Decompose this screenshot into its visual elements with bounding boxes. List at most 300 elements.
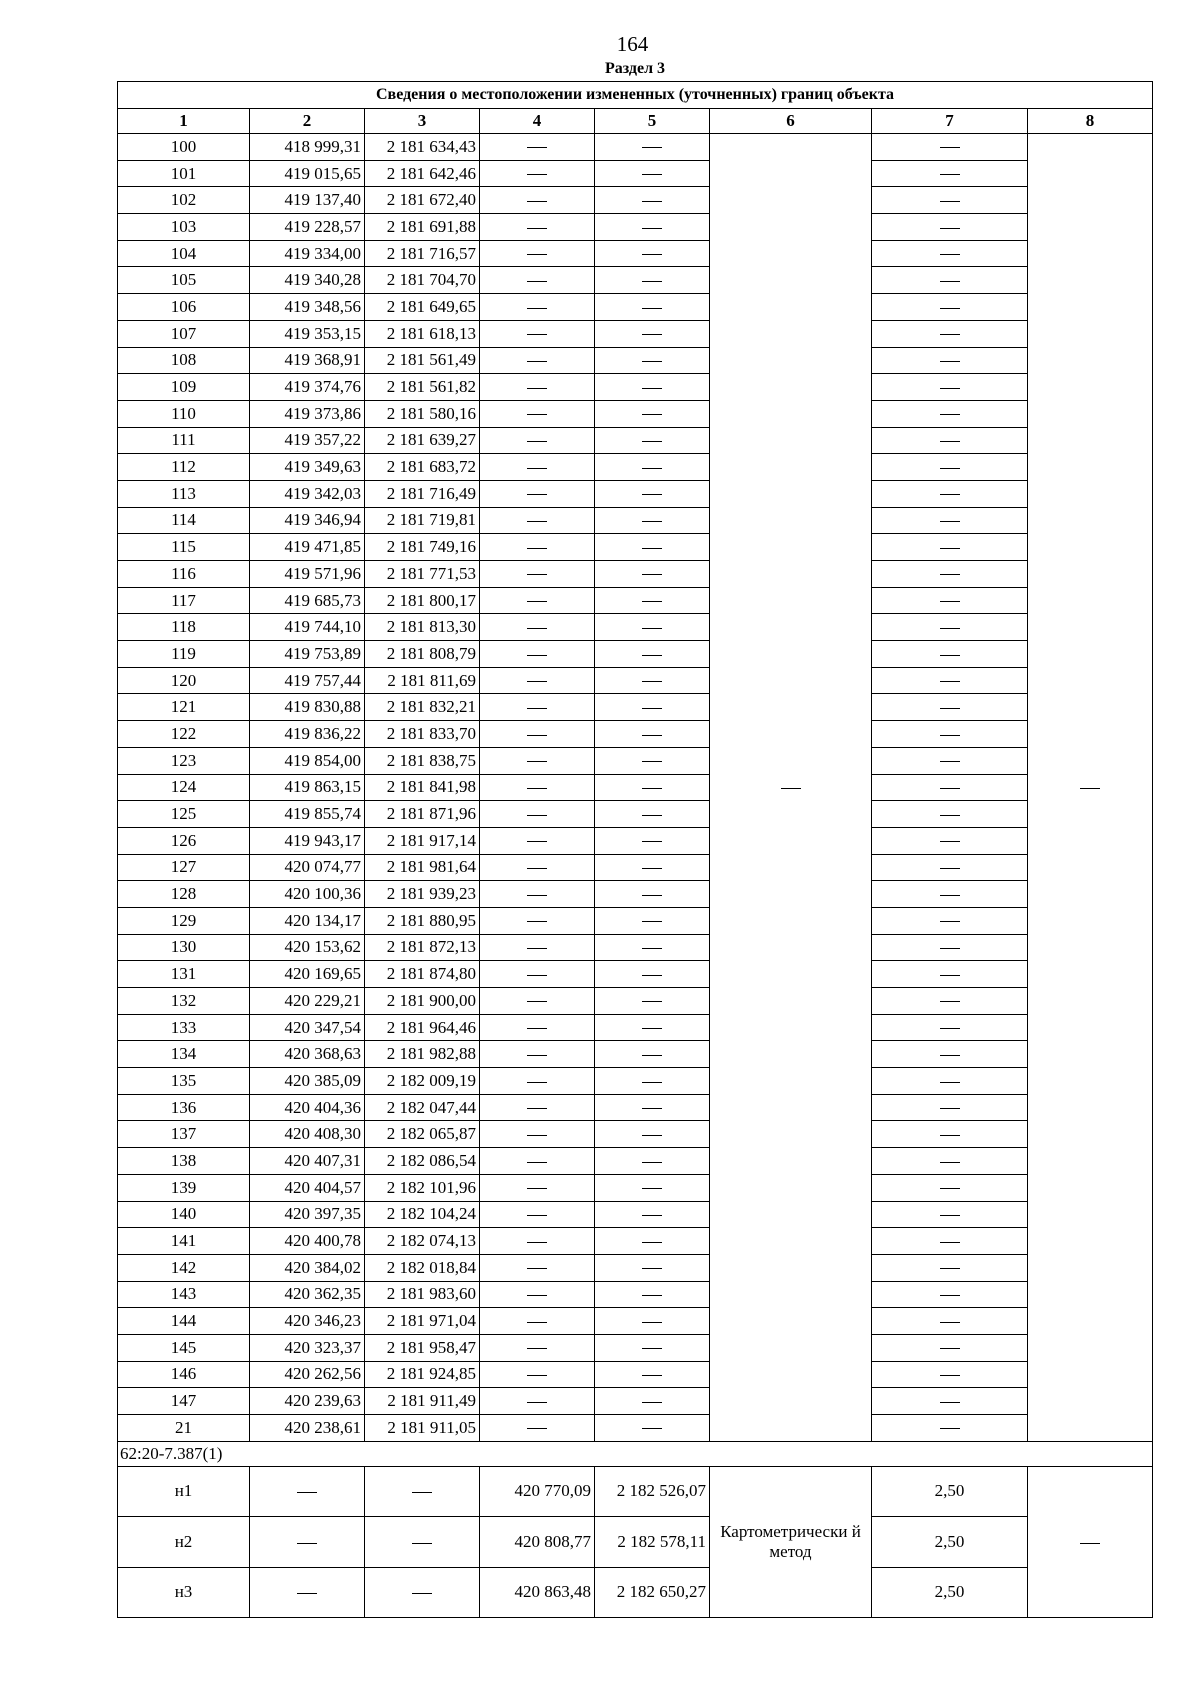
new-x-empty xyxy=(480,1388,595,1415)
new-x-empty xyxy=(480,561,595,588)
point-id: 146 xyxy=(118,1361,250,1388)
x-coordinate: 420 400,78 xyxy=(250,1228,365,1255)
x-coordinate: 419 342,03 xyxy=(250,480,365,507)
point-id: 112 xyxy=(118,454,250,481)
y-coordinate: 2 182 018,84 xyxy=(365,1254,480,1281)
error-empty xyxy=(872,561,1028,588)
new-y-empty xyxy=(595,988,710,1015)
x-coordinate: 419 854,00 xyxy=(250,747,365,774)
point-id: 145 xyxy=(118,1334,250,1361)
y-coordinate: 2 181 833,70 xyxy=(365,721,480,748)
dash-mark xyxy=(642,388,662,389)
y-coordinate: 2 181 749,16 xyxy=(365,534,480,561)
dash-mark xyxy=(642,1028,662,1029)
dash-mark xyxy=(940,414,960,415)
point-id: 106 xyxy=(118,294,250,321)
new-y-empty xyxy=(595,187,710,214)
dash-mark xyxy=(527,1268,547,1269)
new-y-empty xyxy=(595,214,710,241)
dash-mark xyxy=(642,521,662,522)
error-empty xyxy=(872,961,1028,988)
dash-mark xyxy=(527,521,547,522)
new-y-empty xyxy=(595,320,710,347)
dash-mark xyxy=(642,868,662,869)
table-row xyxy=(118,1201,1153,1228)
y-coordinate: 2 181 924,85 xyxy=(365,1361,480,1388)
description-empty xyxy=(1028,134,1153,1442)
x-coordinate: 419 373,86 xyxy=(250,400,365,427)
point-id: 115 xyxy=(118,534,250,561)
dash-mark xyxy=(527,1028,547,1029)
dash-mark xyxy=(940,254,960,255)
dash-mark xyxy=(527,228,547,229)
column-number: 1 xyxy=(118,109,250,134)
point-id: 129 xyxy=(118,907,250,934)
dash-mark xyxy=(642,1268,662,1269)
dash-mark xyxy=(642,815,662,816)
new-x-empty xyxy=(480,374,595,401)
y-coordinate: 2 181 800,17 xyxy=(365,587,480,614)
x-coordinate: 419 753,89 xyxy=(250,641,365,668)
table-row xyxy=(118,160,1153,187)
new-y-empty xyxy=(595,1388,710,1415)
new-y-empty xyxy=(595,454,710,481)
error-empty xyxy=(872,721,1028,748)
dash-mark xyxy=(527,147,547,148)
dash-mark xyxy=(940,574,960,575)
error-empty xyxy=(872,1361,1028,1388)
new-y-empty xyxy=(595,1068,710,1095)
new-x-empty xyxy=(480,1228,595,1255)
y-coordinate: 2 181 719,81 xyxy=(365,507,480,534)
x-coordinate: 420 100,36 xyxy=(250,881,365,908)
point-id: 119 xyxy=(118,641,250,668)
method-empty xyxy=(710,134,872,1442)
dash-mark xyxy=(412,1492,432,1493)
dash-mark xyxy=(642,1162,662,1163)
dash-mark xyxy=(527,414,547,415)
y-coordinate: 2 181 939,23 xyxy=(365,881,480,908)
table-row xyxy=(118,854,1153,881)
point-id: н3 xyxy=(118,1567,250,1618)
x-coordinate: 419 368,91 xyxy=(250,347,365,374)
y-coordinate: 2 181 983,60 xyxy=(365,1281,480,1308)
new-x-coordinate: 420 808,77 xyxy=(480,1517,595,1568)
point-id: 139 xyxy=(118,1174,250,1201)
x-coordinate: 419 855,74 xyxy=(250,801,365,828)
table-row xyxy=(118,881,1153,908)
dash-mark xyxy=(527,628,547,629)
dash-mark xyxy=(940,468,960,469)
new-x-empty xyxy=(480,1014,595,1041)
new-y-empty xyxy=(595,1201,710,1228)
error-empty xyxy=(872,641,1028,668)
new-y-empty xyxy=(595,134,710,161)
new-y-empty xyxy=(595,561,710,588)
new-y-empty xyxy=(595,641,710,668)
point-id: 124 xyxy=(118,774,250,801)
new-y-empty xyxy=(595,854,710,881)
new-y-coordinate: 2 182 578,11 xyxy=(595,1517,710,1568)
x-coordinate: 420 407,31 xyxy=(250,1148,365,1175)
new-x-empty xyxy=(480,1094,595,1121)
y-coordinate: 2 182 104,24 xyxy=(365,1201,480,1228)
y-coordinate: 2 181 832,21 xyxy=(365,694,480,721)
error-empty xyxy=(872,1334,1028,1361)
dash-mark xyxy=(940,708,960,709)
dash-mark xyxy=(527,494,547,495)
dash-mark xyxy=(527,254,547,255)
dash-mark xyxy=(527,281,547,282)
x-coordinate: 420 368,63 xyxy=(250,1041,365,1068)
new-y-coordinate: 2 182 650,27 xyxy=(595,1567,710,1618)
dash-mark xyxy=(642,468,662,469)
error-empty xyxy=(872,774,1028,801)
column-number: 4 xyxy=(480,109,595,134)
y-coordinate: 2 181 618,13 xyxy=(365,320,480,347)
table-row xyxy=(118,1334,1153,1361)
y-coordinate: 2 181 691,88 xyxy=(365,214,480,241)
point-id: н1 xyxy=(118,1466,250,1517)
dash-mark xyxy=(642,1375,662,1376)
dash-mark xyxy=(527,1082,547,1083)
x-coordinate: 419 348,56 xyxy=(250,294,365,321)
error-empty xyxy=(872,1228,1028,1255)
point-id: 127 xyxy=(118,854,250,881)
table-row xyxy=(118,1415,1153,1442)
dash-mark xyxy=(642,414,662,415)
y-coordinate: 2 181 716,57 xyxy=(365,240,480,267)
new-x-empty xyxy=(480,667,595,694)
point-id: 123 xyxy=(118,747,250,774)
x-coordinate: 418 999,31 xyxy=(250,134,365,161)
dash-mark xyxy=(297,1492,317,1493)
y-coordinate: 2 181 971,04 xyxy=(365,1308,480,1335)
table-row xyxy=(118,988,1153,1015)
new-y-empty xyxy=(595,1228,710,1255)
error-empty xyxy=(872,1388,1028,1415)
dash-mark xyxy=(642,254,662,255)
error-empty xyxy=(872,1041,1028,1068)
error-empty xyxy=(872,1068,1028,1095)
new-y-empty xyxy=(595,774,710,801)
new-x-empty xyxy=(480,694,595,721)
x-coordinate: 420 229,21 xyxy=(250,988,365,1015)
dash-mark xyxy=(642,628,662,629)
x-coordinate: 419 340,28 xyxy=(250,267,365,294)
x-coordinate: 420 134,17 xyxy=(250,907,365,934)
dash-mark xyxy=(642,1348,662,1349)
dash-mark xyxy=(940,441,960,442)
dash-mark xyxy=(642,574,662,575)
dash-mark xyxy=(527,308,547,309)
y-coordinate: 2 181 838,75 xyxy=(365,747,480,774)
point-id: 133 xyxy=(118,1014,250,1041)
x-coordinate: 420 262,56 xyxy=(250,1361,365,1388)
error-empty xyxy=(872,1281,1028,1308)
dash-mark xyxy=(642,1055,662,1056)
point-id: 114 xyxy=(118,507,250,534)
error-empty xyxy=(872,801,1028,828)
point-id: 120 xyxy=(118,667,250,694)
y-coordinate: 2 182 101,96 xyxy=(365,1174,480,1201)
dash-mark xyxy=(527,708,547,709)
new-x-empty xyxy=(480,747,595,774)
table-row xyxy=(118,907,1153,934)
dash-mark xyxy=(642,334,662,335)
error-empty xyxy=(872,1415,1028,1442)
x-coordinate: 420 404,57 xyxy=(250,1174,365,1201)
table-row xyxy=(118,614,1153,641)
new-y-empty xyxy=(595,961,710,988)
x-coordinate: 419 830,88 xyxy=(250,694,365,721)
point-id: 135 xyxy=(118,1068,250,1095)
x-coordinate: 419 228,57 xyxy=(250,214,365,241)
dash-mark xyxy=(642,201,662,202)
new-y-empty xyxy=(595,614,710,641)
old-y-empty xyxy=(365,1567,480,1618)
dash-mark xyxy=(940,628,960,629)
table-row xyxy=(118,240,1153,267)
new-y-empty xyxy=(595,667,710,694)
y-coordinate: 2 181 911,49 xyxy=(365,1388,480,1415)
dash-mark xyxy=(940,1055,960,1056)
new-y-empty xyxy=(595,881,710,908)
new-x-empty xyxy=(480,721,595,748)
new-x-empty xyxy=(480,1068,595,1095)
description-empty xyxy=(1028,1466,1153,1618)
column-numbers-row xyxy=(118,109,1153,134)
point-id: 140 xyxy=(118,1201,250,1228)
table-row xyxy=(118,267,1153,294)
column-number: 3 xyxy=(365,109,480,134)
dash-mark xyxy=(940,174,960,175)
new-x-empty xyxy=(480,454,595,481)
new-y-empty xyxy=(595,240,710,267)
point-id: 111 xyxy=(118,427,250,454)
dash-mark xyxy=(1080,1543,1100,1544)
table-row xyxy=(118,134,1153,161)
table-row xyxy=(118,827,1153,854)
dash-mark xyxy=(940,281,960,282)
point-id: н2 xyxy=(118,1517,250,1568)
dash-mark xyxy=(527,1428,547,1429)
y-coordinate: 2 181 716,49 xyxy=(365,480,480,507)
dash-mark xyxy=(940,761,960,762)
error-empty xyxy=(872,614,1028,641)
new-y-empty xyxy=(595,160,710,187)
new-x-empty xyxy=(480,1121,595,1148)
error-empty xyxy=(872,374,1028,401)
dash-mark xyxy=(940,1375,960,1376)
section-title: Раздел 3 xyxy=(604,60,666,77)
new-x-empty xyxy=(480,1415,595,1442)
table-row xyxy=(118,1361,1153,1388)
point-id: 143 xyxy=(118,1281,250,1308)
new-y-empty xyxy=(595,907,710,934)
dash-mark xyxy=(642,548,662,549)
new-y-empty xyxy=(595,400,710,427)
dash-mark xyxy=(642,1428,662,1429)
dash-mark xyxy=(642,601,662,602)
new-y-empty xyxy=(595,1014,710,1041)
new-y-empty xyxy=(595,694,710,721)
new-y-empty xyxy=(595,374,710,401)
method-cell: Картометрически й метод xyxy=(710,1466,872,1618)
y-coordinate: 2 181 580,16 xyxy=(365,400,480,427)
error-empty xyxy=(872,907,1028,934)
new-x-empty xyxy=(480,641,595,668)
dash-mark xyxy=(642,975,662,976)
x-coordinate: 419 353,15 xyxy=(250,320,365,347)
error-empty xyxy=(872,294,1028,321)
dash-mark xyxy=(642,308,662,309)
y-coordinate: 2 181 561,82 xyxy=(365,374,480,401)
y-coordinate: 2 182 065,87 xyxy=(365,1121,480,1148)
new-y-empty xyxy=(595,747,710,774)
dash-mark xyxy=(940,788,960,789)
dash-mark xyxy=(527,1001,547,1002)
new-x-empty xyxy=(480,854,595,881)
table-row xyxy=(118,561,1153,588)
dash-mark xyxy=(527,548,547,549)
table-caption: Сведения о местоположении измененных (уточненных) границ объекта xyxy=(118,82,1153,109)
dash-mark xyxy=(940,1188,960,1189)
dash-mark xyxy=(527,1135,547,1136)
x-coordinate: 419 349,63 xyxy=(250,454,365,481)
y-coordinate: 2 181 958,47 xyxy=(365,1334,480,1361)
dash-mark xyxy=(940,921,960,922)
error-empty xyxy=(872,400,1028,427)
x-coordinate: 419 471,85 xyxy=(250,534,365,561)
y-coordinate: 2 181 683,72 xyxy=(365,454,480,481)
error-empty xyxy=(872,854,1028,881)
new-x-empty xyxy=(480,267,595,294)
dash-mark xyxy=(527,468,547,469)
point-id: 121 xyxy=(118,694,250,721)
table-row xyxy=(118,347,1153,374)
new-x-empty xyxy=(480,160,595,187)
y-coordinate: 2 181 634,43 xyxy=(365,134,480,161)
new-y-empty xyxy=(595,587,710,614)
table-row xyxy=(118,187,1153,214)
new-x-empty xyxy=(480,934,595,961)
dash-mark xyxy=(297,1593,317,1594)
point-id: 132 xyxy=(118,988,250,1015)
new-x-empty xyxy=(480,1201,595,1228)
table-row xyxy=(118,1388,1153,1415)
new-y-empty xyxy=(595,827,710,854)
error-empty xyxy=(872,1201,1028,1228)
dash-mark xyxy=(642,1001,662,1002)
x-coordinate: 420 074,77 xyxy=(250,854,365,881)
dash-mark xyxy=(940,948,960,949)
page-number: 164 xyxy=(616,32,649,56)
table-row xyxy=(118,427,1153,454)
dash-mark xyxy=(940,147,960,148)
y-coordinate: 2 181 672,40 xyxy=(365,187,480,214)
y-coordinate: 2 181 813,30 xyxy=(365,614,480,641)
dash-mark xyxy=(940,1402,960,1403)
x-coordinate: 420 238,61 xyxy=(250,1415,365,1442)
new-x-empty xyxy=(480,480,595,507)
new-x-empty xyxy=(480,347,595,374)
dash-mark xyxy=(642,1082,662,1083)
point-id: 105 xyxy=(118,267,250,294)
new-y-empty xyxy=(595,1361,710,1388)
new-y-empty xyxy=(595,721,710,748)
point-id: 122 xyxy=(118,721,250,748)
old-x-empty xyxy=(250,1567,365,1618)
dash-mark xyxy=(940,601,960,602)
x-coordinate: 419 137,40 xyxy=(250,187,365,214)
dash-mark xyxy=(642,361,662,362)
error-value: 2,50 xyxy=(872,1517,1028,1568)
y-coordinate: 2 181 808,79 xyxy=(365,641,480,668)
table-row xyxy=(118,1014,1153,1041)
new-x-coordinate: 420 863,48 xyxy=(480,1567,595,1618)
dash-mark xyxy=(940,334,960,335)
x-coordinate: 419 571,96 xyxy=(250,561,365,588)
new-x-empty xyxy=(480,1334,595,1361)
dash-mark xyxy=(940,1348,960,1349)
error-empty xyxy=(872,1121,1028,1148)
group-row xyxy=(118,1441,1153,1466)
old-y-empty xyxy=(365,1517,480,1568)
new-y-empty xyxy=(595,267,710,294)
dash-mark xyxy=(940,1108,960,1109)
dash-mark xyxy=(940,1135,960,1136)
dash-mark xyxy=(412,1593,432,1594)
new-point-row xyxy=(118,1466,1153,1517)
error-empty xyxy=(872,1174,1028,1201)
dash-mark xyxy=(940,655,960,656)
dash-mark xyxy=(940,308,960,309)
table-row xyxy=(118,1254,1153,1281)
table-row xyxy=(118,1068,1153,1095)
new-x-empty xyxy=(480,614,595,641)
dash-mark xyxy=(940,201,960,202)
y-coordinate: 2 181 981,64 xyxy=(365,854,480,881)
new-y-empty xyxy=(595,1308,710,1335)
error-empty xyxy=(872,747,1028,774)
x-coordinate: 420 169,65 xyxy=(250,961,365,988)
dash-mark xyxy=(527,895,547,896)
x-coordinate: 419 015,65 xyxy=(250,160,365,187)
dash-mark xyxy=(527,201,547,202)
error-empty xyxy=(872,827,1028,854)
x-coordinate: 420 346,23 xyxy=(250,1308,365,1335)
new-x-empty xyxy=(480,1174,595,1201)
error-empty xyxy=(872,267,1028,294)
new-y-coordinate: 2 182 526,07 xyxy=(595,1466,710,1517)
new-x-empty xyxy=(480,587,595,614)
dash-mark xyxy=(527,1375,547,1376)
dash-mark xyxy=(642,735,662,736)
error-empty xyxy=(872,667,1028,694)
y-coordinate: 2 181 982,88 xyxy=(365,1041,480,1068)
error-empty xyxy=(872,881,1028,908)
point-id: 138 xyxy=(118,1148,250,1175)
point-id: 117 xyxy=(118,587,250,614)
point-id: 107 xyxy=(118,320,250,347)
new-y-empty xyxy=(595,507,710,534)
dash-mark xyxy=(642,761,662,762)
dash-mark xyxy=(527,1162,547,1163)
new-x-empty xyxy=(480,507,595,534)
dash-mark xyxy=(527,761,547,762)
new-y-empty xyxy=(595,1041,710,1068)
